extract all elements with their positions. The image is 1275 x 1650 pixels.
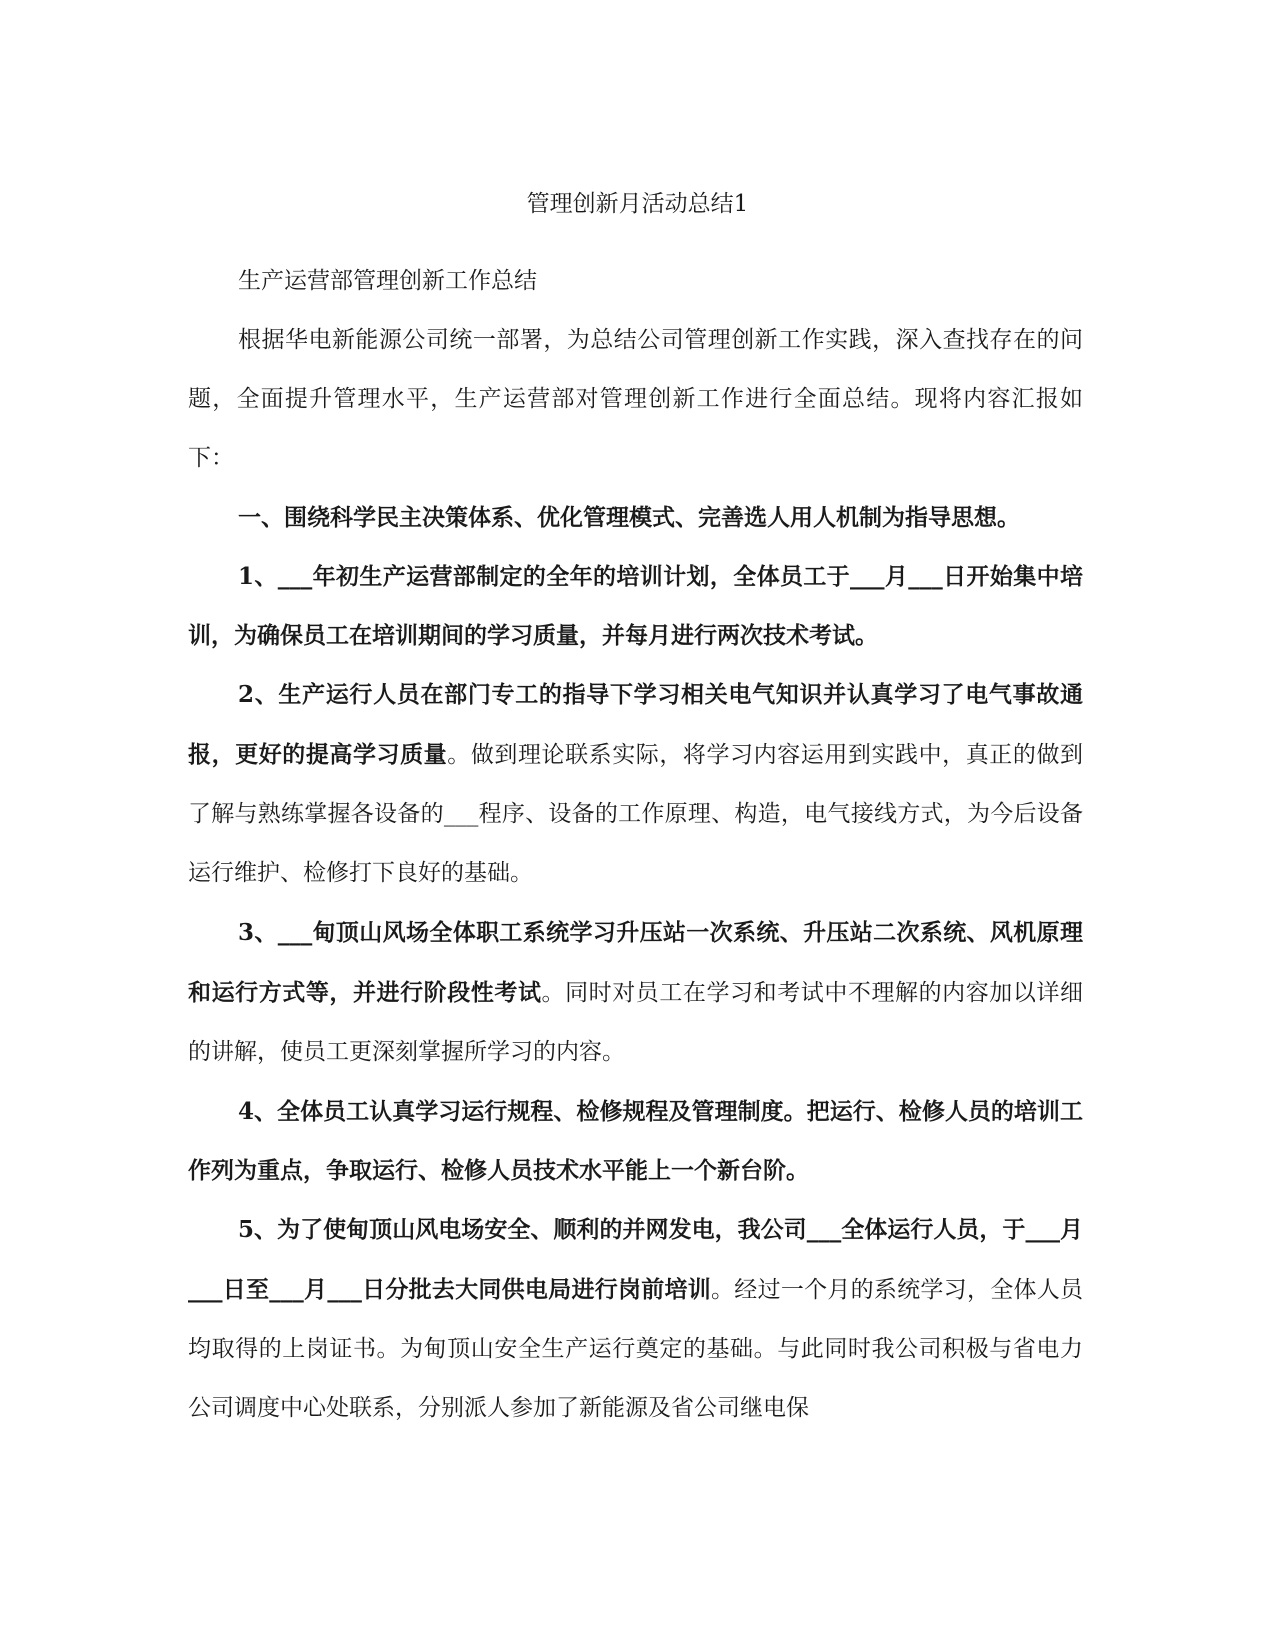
list-item-2 xyxy=(188,665,1083,903)
intro-paragraph: 根据华电新能源公司统一部署，为总结公司管理创新工作实践，深入查找存在的问题，全面提升管理水平，生产运营部对管理创新工作进行全面总结。现将内容汇报如下： xyxy=(188,327,1083,471)
document-body xyxy=(188,252,1083,1438)
list-item-3 xyxy=(188,903,1083,1082)
list-item-5-text: 。经过一个月的系统学习，全体人员均取得的上岗证书。为甸顶山安全生产运行奠定的基础。与此同时我公司积极与省电力公司调度中心处联系，分别派人参加了新能源及省公司继电保 xyxy=(188,1277,1084,1421)
list-item-3-text: 。同时对员工在学习和考试中不理解的内容加以详细的讲解，使员工更深刻掌握所学习的内容。 xyxy=(188,980,1084,1065)
section-subtitle: 生产运营部管理创新工作总结 xyxy=(238,268,537,294)
list-item-2-text: 。做到理论联系实际，将学习内容运用到实践中，真正的做到了解与熟练掌握各设备的___程序、设备的工作原理、构造，电气接线方式，为今后设备运行维护、检修打下良好的基础。 xyxy=(188,742,1084,886)
list-item-1: 1、___年初生产运营部制定的全年的培训计划，全体员工于___月___日开始集中培训，为确保员工在培训期间的学习质量，并每月进行两次技术考试。 xyxy=(188,563,1083,649)
list-item-2-bold: 2、生产运行人员在部门专工的指导下学习相关电气知识并认真学习了电气事故通报，更好的提高学习质量 xyxy=(188,681,1083,768)
list-item-3-bold: 3、___甸顶山风场全体职工系统学习升压站一次系统、升压站二次系统、风机原理和运行方式等，并进行阶段性考试 xyxy=(188,919,1083,1006)
document-title: 管理创新月活动总结1 xyxy=(526,191,749,217)
section-heading-1: 一、围绕科学民主决策体系、优化管理模式、完善选人用人机制为指导思想。 xyxy=(238,504,1020,531)
list-item-5 xyxy=(188,1200,1083,1438)
list-item-5-bold: 5、为了使甸顶山风电场安全、顺利的并网发电，我公司___全体运行人员，于___月___日至___月___日分批去大同供电局进行岗前培训 xyxy=(188,1216,1083,1303)
list-item-4: 4、全体员工认真学习运行规程、检修规程及管理制度。把运行、检修人员的培训工作列为重点，争取运行、检修人员技术水平能上一个新台阶。 xyxy=(188,1098,1083,1184)
